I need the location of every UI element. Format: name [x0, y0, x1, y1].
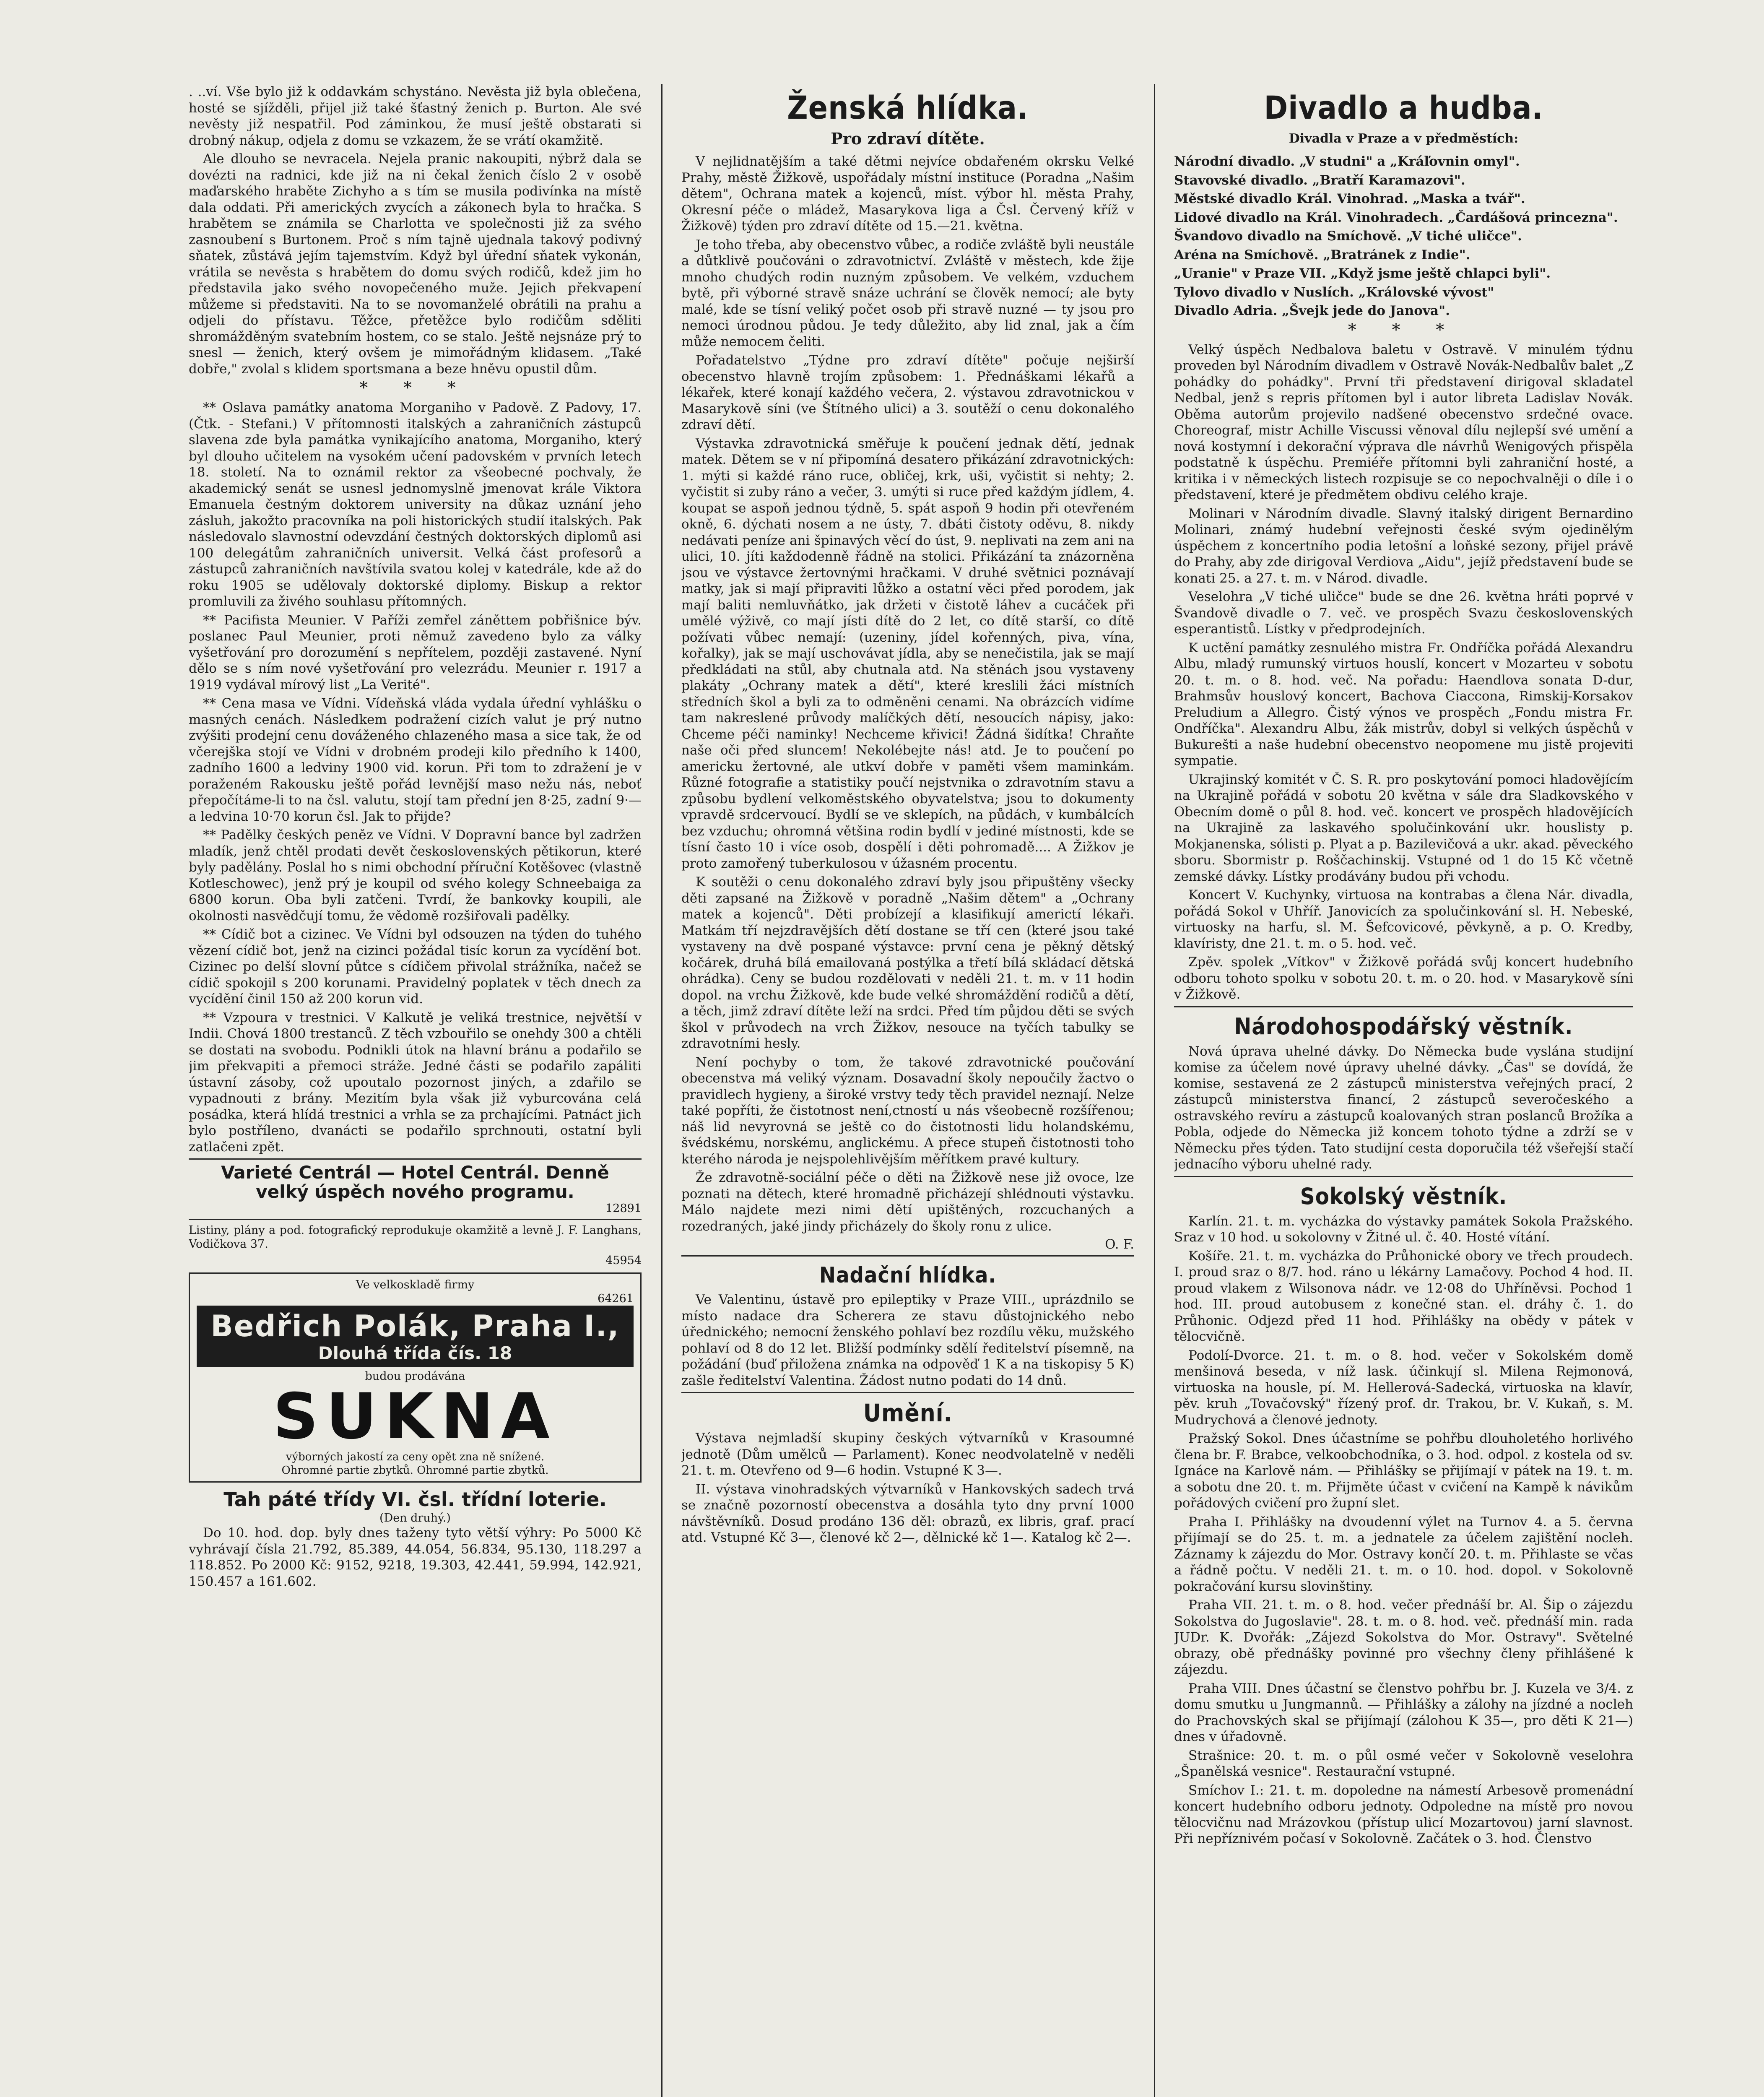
ad-number: 12891	[605, 1202, 642, 1215]
article-paragraph: Není pochyby o tom, že takové zdravotnické poučování obecenstva má veliký význam. Dosavadní školy nepoučily žactvo o pravidlech hygieny, a široké vrstvy tedy těch pravidel neznají. Nelze také popříti, že čistotnost není,ctností u nás všeobecně rozšířenou; náš lid nevyrovná se ještě co do čistotnosti lidu holandskému, švédskému, norskému, anglickému. A přece stupeň čistotnosti toho kterého národa je nejspolehlivějším měřítkem pravé kultury.	[681, 1054, 1134, 1167]
ad-varieté-line2: velký úspěch nového programu.	[256, 1181, 574, 1202]
article-paragraph: Ve Valentinu, ústavě pro epileptiky v Praze VIII., uprázdnilo se místo nadace dra Scherera ze stavu důstojnického nebo úřednického; nemocní ženského pohlaví bez rozdílu věku, mužského pohlaví od 8 do 12 let. Bližší podmínky sdělí ředitelství písemně, na požádání (buď přiložena známka na odpověď 1 K a na tiskopisy 5 K) zašle ředitelství Valentina. Žádost nutno podati do 14 dnů.	[681, 1292, 1134, 1388]
ad-number: 45954	[605, 1254, 642, 1267]
sokol-item: Strašnice: 20. t. m. o půl osmé večer v Sokolovně veselohra „Španělská vesnice". Restaurační vstupné.	[1174, 1748, 1633, 1779]
divider	[1174, 1176, 1633, 1177]
article-paragraph: II. výstava vinohradských výtvarníků v Hankovských sadech trvá se značně pozorností obecenstva a dosáhla tyto dny první 1000 návštěvníků. Dosud prodáno 136 děl: obrazů, ex libris, graf. prací atd. Vstupné Kč 3—, členové kč 2—, dělnické kč 1—. Katalog kč 2—.	[681, 1481, 1134, 1545]
sokol-item: Smíchov I.: 21. t. m. dopoledne na námestí Arbesově promenádní koncert hudebního odboru jednoty. Odpoledne na místě pro novou tělocvičnu nad Mrázovkou (přístup ulicí Mozartovou) jarní slavnost. Při nepříznivém počasí v Sokolovně. Začátek o 3. hod. Členstvo	[1174, 1782, 1633, 1846]
ad-varieté	[189, 1163, 642, 1215]
sokol-item: Podolí-Dvorce. 21. t. m. o 8. hod. večer v Sokolském domě menšinová beseda, v níž lask. účinkují sl. Milena Rejmonová, virtuoska na housle, pí. M. Hellerová-Sadecká, virtuoska na klavír, pěv. kruh „Tovačovský" řízený prof. dr. Trakou, br. V. Kukaň, s. M. Mudrychová a členové jednoty.	[1174, 1348, 1633, 1428]
article-paragraph: Nová úprava uhelné dávky. Do Německa bude vyslána studijní komise za účelem nové úpravy uhelné dávky. „Čas" se dovídá, že komise, sestavená ze 2 zástupců ministerstva veřejných prací, 2 zástupců ministerstva financí, 2 zástupců severočeského a ostravského revíru a zástupců koalovaných stran poslanců Brožíka a Pobla, odjede do Německa již koncem tohoto týdne a zdrží se v Německu přes týden. Tato studijní cesta doporučila též všeřejší stačí jednacího výboru uhelné rady.	[1174, 1043, 1633, 1172]
column-rule	[1154, 84, 1155, 2097]
repertoire-title: Divadla v Praze a v předměstích:	[1289, 131, 1519, 146]
sokol-item: Praha I. Přihlášky na dvoudenní výlet na Turnov 4. a 5. června přijímají se do 25. t. m. a jednatele za účelem zajištění nocleh. Záznamy k zájezdu do Mor. Ostravy končí 20. t. m. Přihlaste se včas a řádně počtu. V neděli 21. t. m. o 10. hod. dopol. v Sokolovně pokračování kursu slovinštiny.	[1174, 1514, 1633, 1594]
ad-sukna-title: SUKNA	[273, 1380, 557, 1453]
section-heading-nadacni: Nadační hlídka.	[819, 1263, 997, 1288]
news-item-ondricek: K uctění památky zesnulého mistra Fr. Ondříčka pořádá Alexandru Albu, mladý rumunský virtuos houslí, koncert v Mozarteu v sobotu 20. t. m. o 8. hod. več. Na pořadu: Haendlova sonata D-dur, Brahmsův houslový koncert, Bachova Ciaccona, Rimskij-Korsakov Preludium a Allegro. Čistý výnos ve prospěch „Fondu mistra Fr. Ondříčka". Alexandru Albu, žák mistrův, dobyl si velkých úspěchů v Bukurešti a naše hudební obecenstvo neopomene mu jistě projeviti sympatie.	[1174, 640, 1633, 768]
lottery-text: Do 10. hod. dop. byly dnes taženy tyto větší výhry: Po 5000 Kč vyhrávají čísla 21.792, 85.389, 44.054, 56.834, 95.130, 118.297 a 118.852. Po 2000 Kč: 9152, 9218, 19.303, 42.441, 59.994, 142.921, 150.457 a 161.602.	[189, 1525, 642, 1589]
article-intro: . ..ví. Vše bylo již k oddavkám schystáno. Nevěsta již byla oblečena, hosté se sjížděli, přijel již také šťastný ženich p. Burton. Ale své nevěsty již nespatřil. Pod záminkou, že musí ještě obstarati si drobný nákup, odjela z domu se vzkazem, že se vrátí okamžitě.	[189, 84, 642, 148]
column-rule	[661, 84, 662, 2097]
article-paragraph: Pořadatelstvo „Týdne pro zdraví dítěte" počuje nejširší obecenstvo hlavně trojím způsobem: 1. Přednáškami lékařů a lékařek, které konají každého večera, 2. výstavou zdravotnickou v Masarykově síni (ve Štítného ulici) a 3. soutěží o cenu dokonalého zdraví dětí.	[681, 353, 1134, 432]
repertoire-item: Aréna na Smíchově. „Bratránek z Indie".	[1174, 247, 1470, 263]
repertoire-item: „Uranie" v Praze VII. „Když jsme ještě chlapci byli".	[1174, 266, 1551, 281]
news-item-ukrajinsky: Ukrajinský komitét v Č. S. R. pro poskytování pomoci hladovějícím na Ukrajině pořádá v sobotu 20 května v sále dra Sladkovského v Obecním domě o půl 8. hod. več. koncert ve prospěch hladovějících na Ukrajině za laskavého spolučinkování ukr. houslisty p. Mokjanenska, sólisti p. Plyat a p. Bazilevičová a ukr. akad. pěveckého sboru. Sbormistr p. Roščachinskij. Vstupné od 1 do 15 Kč včetně zemské dávky. Lístky prodávány budou při vchodu.	[1174, 772, 1633, 884]
article-paragraph: V nejlidnatějším a také dětmi nejvíce obdařeném okrsku Velké Prahy, městě Žižkově, uspořádaly místní instituce (Poradna „Našim dětem", Ochrana matek a kojenců, míst. výbor hl. města Prahy, Okresní péče o mládež, Masarykova liga a Čsl. Červený kříž v Žižkově) týden pro zdraví dítěte od 15.—21. května.	[681, 154, 1134, 234]
news-item-padelky: ** Padělky českých peněz ve Vídni. V Dopravní bance byl zadržen mladík, jenž chtěl prodati devět československých pětikorun, které byly padělány. Poslal ho s nimi obchodní příruční Kotěšovec (vlastně Kotleschowec), jenž prý je koupil od svého kolegy Schneebaiga za 6800 korun. Oba byli zatčeni. Tvrdí, že bankovky koupili, ale okolnosti nasvědčují tomu, že vědomě rozšiřovali padělky.	[189, 827, 642, 924]
news-item-cidic: ** Cídič bot a cizinec. Ve Vídni byl odsouzen na týden do tuhého vězení cídič bot, jenž na cizinci požádal tisíc korun za vycídění bot. Cizinec po delší slovní půtce s cídičem přivolal strážníka, načež se cídič spokojil s 200 korunami. Pravidelný poplatek v těch dnech za vycídění činil 150 až 200 korun vid.	[189, 927, 642, 1007]
sokol-item: Pražský Sokol. Dnes účastníme se pohřbu dlouholetého horlivého člena br. F. Brabce, velkoobchodníka, o 3. hod. odpol. z kostela od sv. Ignáce na Karlově nám. — Přihlášky se přijímají v pátek na 19. t. m. a sobotu dne 20. t. m. Přijměte účast v cvičení na Kampě k návikům pořádových cvičení pro župní slet.	[1174, 1431, 1633, 1511]
divider	[681, 1392, 1134, 1393]
section-heading-zenska-hlidka: Ženská hlídka.	[787, 89, 1029, 126]
article-paragraph: Je toho třeba, aby obecenstvo vůbec, a rodiče zvláště byli neustále a důtklivě poučováni o zdravotnictví. Zvláště v městech, kde žije mnoho chudých rodin nuzným způsobem. Ve velkém, vzduchem bytě, při výborné stravě snáze uchrání se člověk nemocí; ale byty malé, kde se tísní veliký počet osob při stravě nuzné — ty jsou pro nemoci úrodnou půdou. Je tedy důležito, aby lid znal, jak a čím může nemocem čeliti.	[681, 237, 1134, 349]
news-item-vitkov: Zpěv. spolek „Vítkov" v Žižkově pořádá svůj koncert hudebního odboru tohoto spolku v sobotu 20. t. m. o 20. hod. v Masarykově síni v Žižkově.	[1174, 955, 1633, 1002]
article-title: Pro zdraví dítěte.	[831, 129, 985, 148]
lottery-subtitle: (Den druhý.)	[379, 1512, 451, 1525]
repertoire-item: Lidové divadlo na Král. Vinohradech. „Čardášová princezna".	[1174, 210, 1618, 225]
repertoire-item: Národní divadlo. „V studni" a „Kráľovnin omyl".	[1174, 154, 1520, 169]
column-left	[189, 84, 642, 2097]
section-heading-sokolsky: Sokolský věstník.	[1300, 1183, 1507, 1210]
repertoire-item: Divadlo Adria. „Švejk jede do Janova".	[1174, 303, 1450, 318]
divider	[189, 1219, 642, 1220]
section-separator: * * *	[359, 378, 471, 398]
section-heading-umeni: Umění.	[863, 1399, 953, 1427]
article-paragraph: K soutěži o cenu dokonalého zdraví byly jsou připuštěny všecky děti zapsané na Žižkově v poradně „Našim dětem" a „Ochrany matek a kojenců". Děti probízejí a klasifikují americtí lékaři. Matkám tří nejzdravějších dětí dostane se tří cen (které jsou také vystaveny na dvě pospané výstavce: první cena je pěkný dětský kočárek, druhá bílá emailovaná postýlka a třetí bílá skládací dětská ohrádka). Ceny se budou rozdělovati v neděli 21. t. m. v 11 hodin dopol. na vrchu Žižkově, kde bude velké shromáždění rodičů a dětí, a těch, jimž zdraví dítěte leží na srdci. Před tím půjdou děti se svých škol v průvodech na vrch Žižkov, nesouce na tyčích tabulky se zdravotními hesly.	[681, 874, 1134, 1051]
news-item-morgagni: ** Oslava památky anatoma Morganiho v Padově. Z Padovy, 17. (Čtk. - Stefani.) V přítomnosti italských a zahraničních zástupců slavena zde byla památka vynikajícího anatoma, Morganiho, který byl dlouho učitelem na vysokém učení padovském v prvních letech 18. století. Na to oznámil rektor za všeobecné pochvaly, že akademický senát se usnesl jednomyslně jmenovat krále Viktora Emanuela čestným doktorem university na důkaz uznání jeho zásluh, jakožto pracovníka na poli historických studií italských. Pak následovalo slavnostní odevzdání čestných doktorských diplomů asi 100 delegátům zahraničních universit. Velká část profesorů a zástupců zahraničních navštívila svatou kolej v katedrále, kde až do roku 1905 se udělovaly doktorské diplomy. Biskup a rektor promluvili za živého souhlasu přítomných.	[189, 400, 642, 609]
sokol-item: Praha VII. 21. t. m. o 8. hod. večer přednáší br. Al. Šip o zájezdu Sokolstva do Jugoslavie". 28. t. m. o 8. hod. več. přednáší min. rada JUDr. K. Dvořák: „Zájezd Sokolstva do Mor. Ostravy". Světelné obrazy, obě přednášky povinné pro všechny členy přihlášené k zájezdu.	[1174, 1597, 1633, 1677]
sokol-item: Praha VIII. Dnes účastní se členstvo pohřbu br. J. Kuzela ve 3/4. z domu smutku u Jungmannů. — Přihlášky a zálohy na jízdné a nocleh do Prachovských skal se přijímají (zálohou K 35—, pro děti K 21—) dnes v úřadovně.	[1174, 1681, 1633, 1744]
news-item-vzpoura: ** Vzpoura v trestnici. V Kalkutě je veliká trestnice, největší v Indii. Chová 1800 trestanců. Z těch vzbouřilo se onehdy 300 a chtěli se dostati na svobodu. Podnikli útok na hlavní bránu a podařilo se jim překvapiti a přemoci stráže. Jedné části se podařilo zapáliti ústavní zásoby, což upoutalo pozornost jiných, a zdařilo se vypadnouti z brány. Mezitím byla však již vyburcována celá posádka, která hlídá trestnici a vrhla se za prchajícími. Patnáct jich bylo postříleno, dvanácti se podařilo sprchnouti, ostatní byli zatlačeni zpět.	[189, 1010, 642, 1155]
ad-sale-line: budou prodávána	[365, 1370, 465, 1383]
column-middle	[681, 84, 1134, 2097]
article-paragraph: Že zdravotně-sociální péče o děti na Žižkově nese již ovoce, lze poznati na dětech, které hromadně přicházejí shlédnouti výstavku. Málo najdete mezi nimi dětí upištěných, rozcuchaných a rozedraných, jaké jindy přicházely do školy ronu z ulice.	[681, 1170, 1134, 1234]
newspaper-page	[189, 84, 1639, 2097]
news-item-kuchynka: Koncert V. Kuchynky, virtuosa na kontrabas a člena Nár. divadla, pořádá Sokol v Uhříř. Janovicích za spolučinkování sl. H. Nebeské, virtuosky na harfu, sl. M. Šefcovicové, pěvkyně, a p. O. Kredby, klavíristy, dne 21. t. m. o 5. hod. več.	[1174, 887, 1633, 951]
ad-langhans: Listiny, plány a pod. fotografický reprodukuje okamžitě a levně J. F. Langhans, Vodičkova 37.	[189, 1224, 642, 1251]
ad-bottom-line: Ohromné partie zbytků. Ohromné partie zbytků.	[281, 1464, 549, 1477]
section-heading-narodohospodarsky: Národohospodářský věstník.	[1234, 1013, 1573, 1040]
sokol-item: Karlín. 21. t. m. vycházka do výstavky památek Sokola Pražského. Sraz v 10 hod. u sokolovny v Žitné ul. č. 40. Hosté vítání.	[1174, 1213, 1633, 1245]
article-paragraph: Ale dlouho se nevracela. Nejela pranic nakoupiti, nýbrž dala se dovézti na radnici, kde již na ni čekal ženich číslo 2 v osobě maďarského hraběte Zichyho a s tím se musila podivínka na místě dala oddati. Při amerických zvycích a zákonech byla to hračka. S hrabětem se známila se Charlotta ve společnosti již za svého zasnoubení s Burtonem. Proč s ním tajně ujednala takový podivný sňatek, zůstává jejím tajemstvím. Když byl úřední sňatek vykonán, vrátila se nevěsta s hrabětem do domu svých rodičů, kdež jim ho představila jako svého novopečeného muže. Jejich překvapení můžeme si představiti. Na to se novomanželé obrátili na prahu a odjeli do přístavu. Těžce, přetěžce bylo rodičům sděliti shromážděným svatebním hostem, co se stalo. Ještě nejsnáze prý to snesl — ženich, který ovšem je mimořádným klidasem. „Také dobře," zvolal s klidem sportsmana a beze hněvu opustil dům.	[189, 151, 642, 377]
news-item-pacifista: ** Pacifista Meunier. V Paříži zemřel záněttem pobřišnice býv. poslanec Paul Meunier, proti němuž zavedeno bylo za války vyšetřování pro dorozumění s nepřítelem, později zastavené. Nyní dělo se s ním nové vyšetřování pro velezrádu. Meunier r. 1917 a 1919 vydával mírový list „La Verité".	[189, 612, 642, 692]
news-item-veselohra: Veselohra „V tiché uličce" bude se dne 26. května hráti poprvé v Švandově divadle o 7. več. ve prospěch Svazu československých esperantistů. Lístky v předprodejních.	[1174, 589, 1633, 637]
ad-bottom-line: výborných jakostí za ceny opět zna ně snížené.	[286, 1451, 545, 1463]
ad-bedrich-polak	[189, 1272, 642, 1483]
divider	[681, 1255, 1134, 1257]
news-item-nedbal: Velký úspěch Nedbalova baletu v Ostravě. V minulém týdnu proveden byl Národním divadlem v Ostravě Novák-Nedbalův balet „Z pohádky do pohádky". První tři představení dirigoval skladatel Nedbal, jenž s repris přítomen byl i autor libreta Ladislav Novák. Oběma autorům projevilo nadšené obecenstvo srdečné ovace. Choreograf, mistr Achille Viscussi věnoval dílu nejlepší své umění a nová kostymní i dekorační výprava dle návrhů Wenigových přispěla podstatně k úspěchu. Premiéře přítomni byli zahraniční hosté, a kritika i v německých listech rozpisuje se co nepochvalněji o díle i o představení, které je předmětem obdivu celého kraje.	[1174, 342, 1633, 502]
article-paragraph: Výstava nejmladší skupiny českých výtvarníků v Krasoumné jednotě (Dům umělců — Parlament). Konec neodvolatelně v neděli 21. t. m. Otevřeno od 9—6 hodin. Vstupné K 3—.	[681, 1431, 1134, 1478]
lottery-title: Tah páté třídy VI. čsl. třídní loterie.	[223, 1488, 607, 1511]
section-separator: * * *	[1348, 320, 1460, 340]
ad-firm-banner	[197, 1306, 634, 1367]
ad-firm-name: Bedřich Polák, Praha I.,	[210, 1309, 620, 1343]
section-heading-divadlo: Divadlo a hudba.	[1264, 89, 1543, 126]
divider	[189, 1158, 642, 1160]
news-item-molinari: Molinari v Národním divadle. Slavný italský dirigent Bernardino Molinari, známý hudební veřejnosti české svým ojedinělým úspěchem z koncertního podia letošní a loňské sezony, přijel právě do Prahy, aby zde dirigoval Verdiova „Aidu", jejíž představení bude se konati 25. a 27. t. m. v Národ. divadle.	[1174, 506, 1633, 586]
ad-number: 64261	[598, 1292, 634, 1305]
ad-varieté-line1: Varieté Centrál — Hotel Centrál. Denně	[221, 1162, 609, 1183]
divider	[1174, 1006, 1633, 1007]
repertoire-item: Švandovo divadlo na Smíchově. „V tiché uličce".	[1174, 229, 1522, 244]
column-right	[1174, 84, 1633, 2097]
repertoire-item: Tylovo divadlo v Nuslích. „Královské vývost"	[1174, 284, 1494, 300]
article-signature: O. F.	[1105, 1237, 1134, 1252]
sokol-item: Košíře. 21. t. m. vycházka do Průhonické obory ve třech proudech. I. proud sraz o 8/7. hod. ráno u lékárny Lamačovy. Pochod 4 hod. II. proud vlakem z Wilsonova nádr. ve 12·08 do Uhříněvsi. Pochod 1 hod. III. proud autobusem z konečné stan. el. dráhy č. 1. do Průhonic. Odjezd před 11 hod. Přihlášky na obědy v pátek v tělocvičně.	[1174, 1248, 1633, 1344]
repertoire-item: Městské divadlo Král. Vinohrad. „Maska a tvář".	[1174, 191, 1525, 206]
article-paragraph: Výstavka zdravotnická směřuje k poučení jednak dětí, jednak matek. Dětem se v ní připomíná desatero přikázání zdravotnických: 1. mýti si každé ráno ruce, obličej, krk, uši, vyčistit si nehty; 2. vyčistit si zuby ráno a večer, 3. umýti si ruce před každým jídlem, 4. koupat se aspoň jednou týdně, 5. spát aspoň 9 hodin při otevřeném okně, 6. dýchati nosem a ne ústy, 7. dbáti čistoty oděvu, 8. nikdy nedávati peníze ani špinavých věcí do úst, 9. neplivati na zem ani na ulici, 10. jíti každodenně řádně na stolici. Přikázání ta znázorněna jsou ve výstavce žertovnými hračkami. V druhé světnici poznávají matky, jak si mají připraviti lůžko a ostatní věci před porodem, jak mají baliti nemluvňátko, jak držeti v čistotě láhev a cucáček při umělé výživě, co mají jísti dítě do 2 let, co dítě starší, co dítě požívati vůbec nemají: (uzeniny, jídel kořenných, piva, vína, kořalky), jak se mají uschovávat jídla, aby se nenečistila, jak se mají předkládati na stůl, aby chutnala atd. Na stěnách jsou vystaveny plakáty „Ochrany matek a dětí", které kreslili žáci místních středních škol a byli za to odměněni cenami. Na obrázcích vidíme tam nakreslené průvody malíčkých dětí, nesoucích nápisy, jako: Chceme péči naminky! Nechceme křivici! Žádná šidítka! Chraňte naše oči před sluncem! Nekolébejte nás! atd. Je to poučení po americku žertovné, ale utkví dobře v paměti všem maminkám. Různé fotografie a statistiky poučí nejstvnika o zdravotním stavu a způsobu bydlení velkoměstského obyvatelstva; jsou to dokumenty vpravdě srdcervoucí. Bydlí se ve sklepích, na půdách, v kumbálcích bez vzduchu; ohromná většina rodin bydlí v jediné místnosti, kde se tísní často 10 i více osob, dospělí i děti pohromadě.... A Žižkov je proto zamořený tuberkulosou v úžasném procentu.	[681, 436, 1134, 871]
ad-top-line: Ve velkoskladě firmy	[356, 1278, 475, 1291]
repertoire-item: Stavovské divadlo. „Bratří Karamazovi".	[1174, 172, 1465, 188]
news-item-cena-masa: ** Cena masa ve Vídni. Vídeňská vláda vydala úřední vyhlášku o masných cenách. Následkem podražení cizích valut je prý nutno zvýšiti prodejní cenu dováženého chlazeného masa a sice tak, že od včerejška stojí ve Vídni v drobném prodeji kilo předního k 1400, zadního 1600 a ledviny 1900 vid. korun. Při tom to zdražení je v poraženém Rakousku ještě pořád levnější maso nežu nás, neboť přepočítáme-li to na čsl. valutu, stojí tam přední jen 8·25, zadní 9·— a ledvina 10·70 korun čsl. Jak to přijde?	[189, 696, 642, 824]
ad-firm-address: Dlouhá třída čís. 18	[318, 1343, 512, 1363]
